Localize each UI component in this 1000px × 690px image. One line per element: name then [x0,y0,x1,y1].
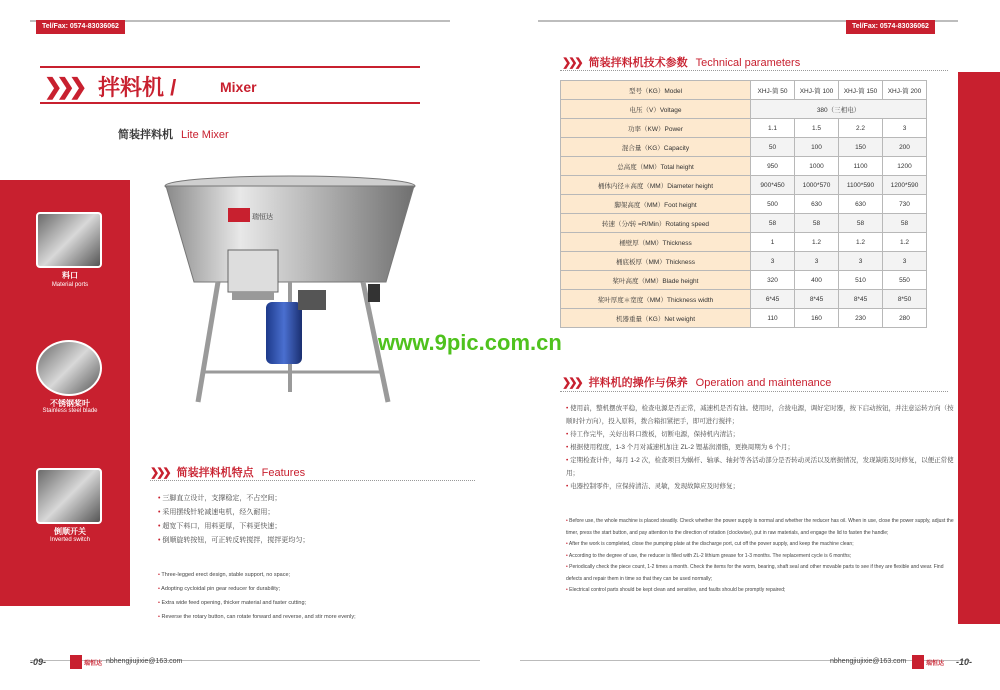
list-item: • Electrical control parts should be kept clean and sensitive, and faults should be promptly repaired; [566,585,958,597]
chevron-arrows-icon: ❯❯❯ [150,467,169,479]
table-cell: 3 [751,252,795,271]
table-cell: 230 [839,309,883,328]
table-row [561,138,927,157]
table-cell: 58 [839,214,883,233]
table-cell: 510 [839,271,883,290]
table-cell: 3 [795,252,839,271]
table-cell: 功率（KW）Power [561,119,751,138]
table-row [561,100,927,119]
table-cell: 550 [883,271,927,290]
list-item: • 采用摆线针轮减速电机，经久耐用； [158,506,309,520]
table-row [561,290,927,309]
machine-brand-label: 瑞恒达 [252,214,273,221]
table-cell: 400 [795,271,839,290]
thumb-label-cn: 料口 [62,271,78,280]
table-cell: 1100 [839,157,883,176]
table-cell: 混合量（KG）Capacity [561,138,751,157]
divider [560,70,948,71]
operation-heading [562,374,831,390]
thumb-label-en: Stainless steel blade [42,408,98,414]
table-cell: 630 [795,195,839,214]
table-cell: 50 [751,138,795,157]
brand-logo [912,655,946,669]
side-accent-strip [958,72,1000,624]
list-item: • 三脚直立设计，支撑稳定，不占空间； [158,492,309,506]
list-item: • According to the degree of use, the reducer is filled with ZL-2 lithium grease for 1-3 months. The replacement cycle is 6 months; [566,551,958,563]
table-cell: 900*450 [751,176,795,195]
features-title-cn: 简装拌料机特点 [176,467,254,479]
table-cell: 730 [883,195,927,214]
chevron-arrows-icon: ❯❯❯ [44,74,82,99]
chevron-arrows-icon: ❯❯❯ [562,57,581,69]
list-item: • 电器控制零件，应保持清洁、灵敏，发现故障应及时修复； [566,480,956,493]
table-row [561,81,927,100]
table-cell: 机器重量（KG）Net weight [561,309,751,328]
list-item: • After the work is completed, close the pumping plate at the discharge port, cut off the power supply, and keep the machine clean; [566,539,958,551]
table-cell: 电压（V）Voltage [561,100,751,119]
table-cell: 8*50 [883,290,927,309]
page-number: -09- [30,657,47,667]
spec-title-cn: 简装拌料机技术参数 [588,57,688,69]
list-item: • 定期检查计件，每月 1-2 次，检查项目为蜗杆、轴承、轴封等各活动部分是否转动灵活以及磨损情况，发现缺陷及时修复，以便正常使用； [566,454,956,480]
table-cell: 脚架高度（MM）Foot height [561,195,751,214]
thumb-label-en: Inverted switch [49,537,91,543]
table-cell: 1.2 [839,233,883,252]
table-cell: 总高度（MM）Total height [561,157,751,176]
email-address: nbhengjiujixie@163.com [106,658,183,665]
divider [150,480,475,481]
op-title-en: Operation and maintenance [695,377,832,389]
features-list-en [158,568,488,624]
table-row [561,119,927,138]
stainless-blade-photo [36,340,102,396]
chevron-arrows-icon: ❯❯❯ [562,377,581,389]
table-cell: 110 [751,309,795,328]
watermark-text: www.9pic.com.cn [378,330,562,355]
list-item: • 超宽下料口，用料更厚，下料更快速； [158,520,309,534]
table-cell: 320 [751,271,795,290]
table-cell: 2.2 [839,119,883,138]
table-cell: 100 [795,138,839,157]
table-cell: 1.2 [795,233,839,252]
table-cell: 6*45 [751,290,795,309]
table-cell: 58 [883,214,927,233]
table-cell: 380（三相电） [751,100,927,119]
operation-list-en [566,516,958,597]
table-cell: 150 [839,138,883,157]
list-item: • Before use, the whole machine is placed steadily. Check whether the power supply is normal and whether the reducer has oil. When in use, close the power supply, adjust the timer, press the start button, and pay attention to the direction of rotation (clockwise), put in raw materials, and engage the lid to fasten the handle; [566,516,958,539]
table-row [561,271,927,290]
table-cell: 1100*590 [839,176,883,195]
features-list-cn [158,492,309,548]
table-cell: 1.5 [795,119,839,138]
list-item: • 待工作完毕，关好出料口拨板，切断电源，保持机内清洁； [566,428,956,441]
table-cell: 630 [839,195,883,214]
mixer-machine-illustration [158,172,423,412]
operation-list-cn [566,402,956,493]
table-cell: 1200*590 [883,176,927,195]
table-row [561,252,927,271]
product-subtitle [118,126,229,142]
table-cell: 200 [883,138,927,157]
table-cell: 500 [751,195,795,214]
table-cell: 160 [795,309,839,328]
table-cell: 1200 [883,157,927,176]
table-cell: 58 [795,214,839,233]
table-cell: 280 [883,309,927,328]
list-item: • 根据使用程度，1-3 个月对减速机加注 ZL-2 锂基润滑脂，更换周期为 6 个月； [566,441,956,454]
spec-heading [562,54,800,70]
logo-mark-icon [70,655,82,669]
table-row [561,195,927,214]
features-title-en: Features [261,467,306,479]
table-cell: 3 [883,252,927,271]
list-item: • 倒顺旋转按钮，可正转反转搅拌，搅拌更均匀； [158,534,309,548]
table-header-cell: XHJ-简 100 [795,81,839,100]
table-cell: 桶体内径＊高度（MM）Diameter height [561,176,751,195]
tel-fax: Tel/Fax: 0574-83036062 [36,20,125,34]
list-item: • Adopting cycloidal pin gear reducer for durability; [158,582,488,596]
logo-mark-icon [912,655,924,669]
table-cell: 桨叶高度（MM）Blade height [561,271,751,290]
table-cell: 1.1 [751,119,795,138]
table-cell: 1000 [795,157,839,176]
material-port-photo [36,212,102,268]
list-item: • Reverse the rotary button, can rotate forward and reverse, and stir more evenly; [158,610,488,624]
table-row [561,309,927,328]
page-title-en: Mixer [220,79,257,95]
spec-table [560,80,927,328]
table-cell: 3 [883,119,927,138]
page-title-cn: 拌料机 / [98,75,177,100]
table-cell: 8*45 [839,290,883,309]
divider [560,391,948,392]
page-number: -10- [956,657,973,667]
table-row [561,176,927,195]
tel-fax: Tel/Fax: 0574-83036062 [846,20,935,34]
table-cell: 转速（分/转 =R/Min）Rotating speed [561,214,751,233]
table-header-cell: 型号（KG）Model [561,81,751,100]
table-header-cell: XHJ-简 150 [839,81,883,100]
table-cell: 桨叶厚度＊宽度（MM）Thickness width [561,290,751,309]
list-item: • Periodically check the piece count, 1-2 times a month. Check the items for the worm, bearing, shaft seal and other movable parts to see if they are flexible and wear. Find defects and repair them in time so that they can be used normally; [566,562,958,585]
table-header-cell: XHJ-简 50 [751,81,795,100]
subtitle-en: Lite Mixer [181,129,229,141]
list-item: • 使用前，整机摆放平稳，检查电源是否正常，减速机是否有油。使用时，合拢电源，调好定时器，按下启动按钮，并注意运转方向（按顺时针方向），投入原料，拨合箱扣紧把手，即可进行搅拌； [566,402,956,428]
page-title-bar [40,66,420,104]
subtitle-cn: 简装拌料机 [118,129,173,141]
list-item: • Three-legged erect design, stable support, no space; [158,568,488,582]
table-cell: 桶底板厚（MM）Thickness [561,252,751,271]
table-cell: 8*45 [795,290,839,309]
email-address: nbhengjiujixie@163.com [830,658,907,665]
list-item: • Extra wide feed opening, thicker material and faster cutting; [158,596,488,610]
table-row [561,214,927,233]
logo-text: 瑞恒达 [926,661,945,667]
thumb-label-cn: 倒顺开关 [54,527,86,536]
thumb-label-en: Material ports [51,282,89,288]
table-cell: 1.2 [883,233,927,252]
table-cell: 1 [751,233,795,252]
detail-panel [0,180,130,606]
table-cell: 950 [751,157,795,176]
table-cell: 3 [839,252,883,271]
table-row [561,233,927,252]
table-cell: 58 [751,214,795,233]
thumb-label-cn: 不锈钢桨叶 [50,399,90,408]
inverted-switch-photo [36,468,102,524]
table-row [561,157,927,176]
brand-logo [70,655,104,669]
table-cell: 桶壁厚（MM）Thickness [561,233,751,252]
spec-title-en: Technical parameters [695,57,801,69]
logo-text: 瑞恒达 [84,661,103,667]
table-cell: 1000*570 [795,176,839,195]
features-heading [150,464,305,480]
table-header-cell: XHJ-简 200 [883,81,927,100]
op-title-cn: 拌料机的操作与保养 [588,377,688,389]
